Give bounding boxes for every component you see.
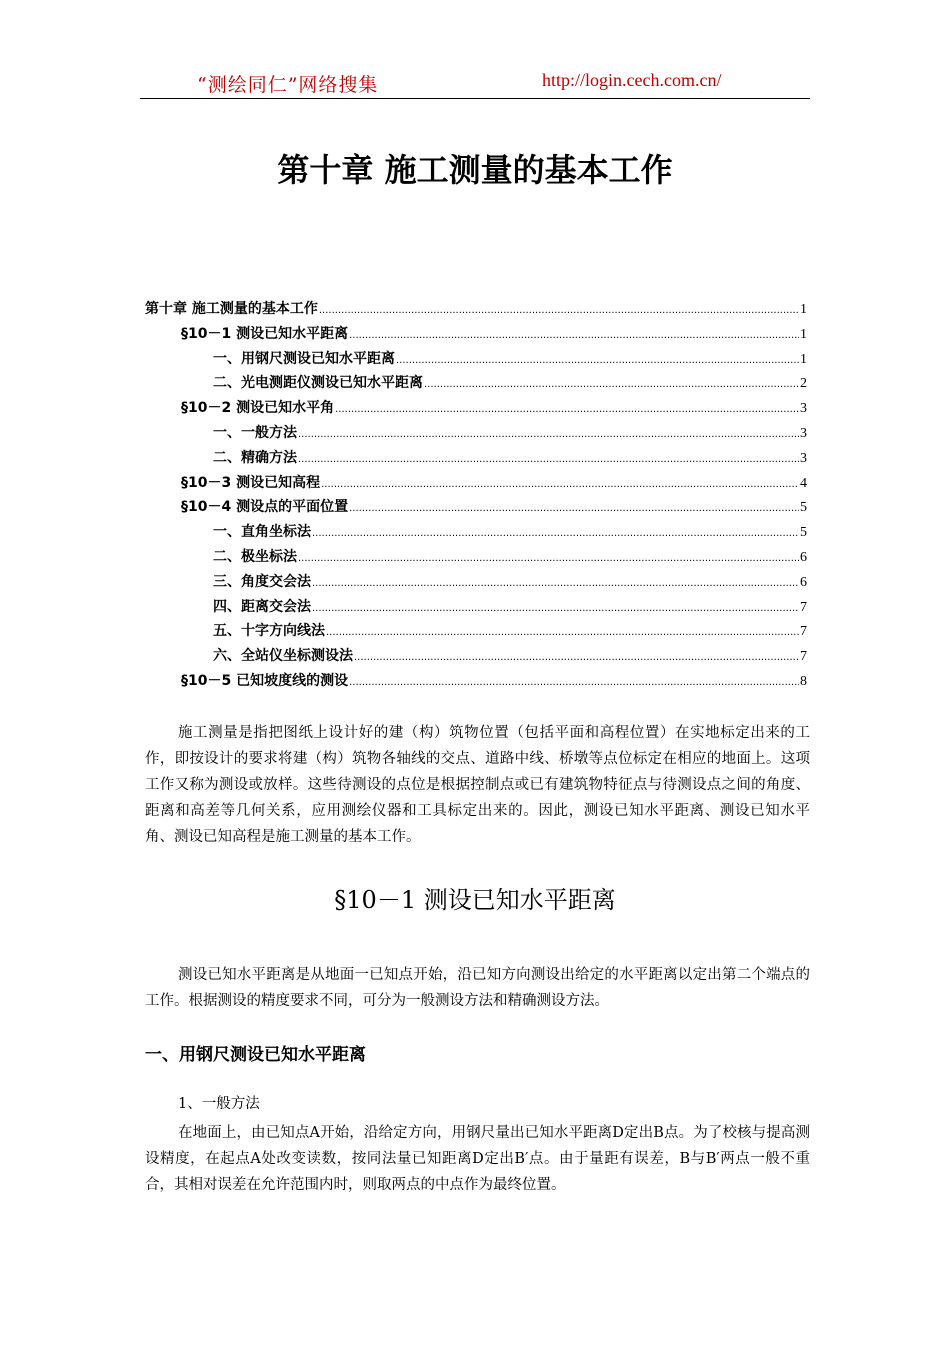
toc-leader-dots: [349, 503, 799, 514]
toc-entry[interactable]: [145, 323, 807, 348]
toc-entry-page: 7: [800, 599, 807, 615]
page-header: [140, 66, 810, 99]
toc-leader-dots: [312, 528, 799, 539]
chapter-title: 第十章 施工测量的基本工作: [277, 151, 673, 189]
toc-entry-title: 二、光电测距仪测设已知水平距离: [213, 375, 423, 392]
toc-entry[interactable]: [145, 620, 807, 645]
toc-entry-title: 一、一般方法: [213, 424, 297, 441]
toc-leader-dots: [349, 677, 799, 688]
toc-entry[interactable]: [145, 298, 807, 323]
toc-entry-title: 二、极坐标法: [213, 548, 297, 565]
toc-entry[interactable]: [145, 521, 807, 546]
table-of-contents: [145, 298, 807, 695]
toc-entry[interactable]: [145, 348, 807, 373]
header-url-text: http://login.cech.com.cn/: [542, 70, 722, 90]
toc-leader-dots: [298, 553, 799, 564]
toc-entry[interactable]: [145, 372, 807, 397]
toc-leader-dots: [312, 603, 799, 614]
toc-entry-title: 二、精确方法: [213, 449, 297, 466]
header-source-text: “测绘同仁”网络搜集: [197, 74, 379, 96]
intro-paragraph: 施工测量是指把图纸上设计好的建（构）筑物位置（包括平面和高程位置）在实地标定出来的工作，即按设计的要求将建（构）筑物各轴线的交点、道路中线、桥墩等点位标定在相应的地面上。这项工作又称为测设或放样。这些待测设的点位是根据控制点或已有建筑物特征点与待测设点之间的角度、距离和高差等几何关系，应用测绘仪器和工具标定出来的。因此，测设已知水平距离、测设已知水平角、测设已知高程是施工测量的基本工作。: [145, 725, 810, 845]
subsection-heading: 一、用钢尺测设已知水平距离: [145, 1045, 366, 1065]
toc-entry-page: 2: [800, 376, 807, 392]
toc-entry-title: 一、用钢尺测设已知水平距离: [213, 350, 395, 367]
toc-entry-page: 3: [800, 401, 807, 417]
toc-entry-title: §10－2 测设已知水平角: [181, 400, 335, 417]
toc-leader-dots: [424, 379, 799, 390]
section-heading: §10－1 测设已知水平距离: [334, 886, 616, 914]
toc-entry-page: 1: [800, 351, 807, 367]
toc-leader-dots: [335, 404, 799, 415]
toc-entry-page: 6: [800, 549, 807, 565]
method-paragraph: 在地面上，由已知点A开始，沿给定方向，用钢尺量出已知水平距离D定出B点。为了校核与提高测设精度，在起点A处改变读数，按同法量已知距离D定出B′点。由于量距有误差，B与B′两点一般不重合，其相对误差在允许范围内时，则取两点的中点作为最终位置。: [145, 1125, 810, 1193]
toc-leader-dots: [354, 652, 799, 663]
toc-entry-title: 一、直角坐标法: [213, 524, 311, 541]
toc-leader-dots: [298, 454, 799, 465]
toc-leader-dots: [319, 305, 799, 316]
toc-entry-page: 7: [800, 649, 807, 665]
toc-entry-page: 6: [800, 574, 807, 590]
item-label: 1、一般方法: [178, 1096, 260, 1112]
toc-entry-title: §10－3 测设已知高程: [181, 474, 321, 491]
toc-entry-page: 5: [800, 525, 807, 541]
toc-entry[interactable]: [145, 422, 807, 447]
toc-entry-page: 1: [800, 302, 807, 317]
toc-leader-dots: [312, 578, 799, 589]
toc-leader-dots: [321, 479, 799, 490]
toc-entry[interactable]: [145, 496, 807, 521]
toc-entry[interactable]: [145, 571, 807, 596]
toc-leader-dots: [298, 429, 799, 440]
toc-entry-title: §10－4 测设点的平面位置: [181, 499, 349, 516]
toc-entry-title: 三、角度交会法: [213, 573, 311, 590]
toc-entry-page: 7: [800, 624, 807, 640]
section-paragraph: 测设已知水平距离是从地面一已知点开始，沿已知方向测设出给定的水平距离以定出第二个端点的工作。根据测设的精度要求不同，可分为一般测设方法和精确测设方法。: [145, 967, 810, 1009]
toc-entry[interactable]: [145, 546, 807, 571]
toc-leader-dots: [349, 330, 799, 341]
toc-entry-title: 六、全站仪坐标测设法: [213, 648, 353, 665]
toc-entry[interactable]: [145, 397, 807, 422]
toc-entry-page: 3: [800, 450, 807, 466]
toc-entry[interactable]: [145, 447, 807, 472]
toc-entry-page: 1: [800, 326, 807, 342]
toc-entry[interactable]: [145, 645, 807, 670]
toc-entry-page: 5: [800, 500, 807, 516]
toc-entry-title: 四、距离交会法: [213, 598, 311, 615]
toc-entry[interactable]: [145, 472, 807, 497]
toc-leader-dots: [396, 355, 799, 366]
toc-leader-dots: [326, 627, 799, 638]
toc-entry-page: 3: [800, 425, 807, 441]
toc-entry-title: §10－5 已知坡度线的测设: [181, 672, 349, 689]
toc-entry-page: 4: [800, 475, 807, 491]
toc-entry[interactable]: [145, 670, 807, 695]
toc-entry-title: 第十章 施工测量的基本工作: [145, 301, 318, 317]
toc-entry-title: 五、十字方向线法: [213, 623, 325, 640]
toc-entry[interactable]: [145, 596, 807, 621]
toc-entry-title: §10－1 测设已知水平距离: [181, 325, 349, 342]
toc-entry-page: 8: [800, 673, 807, 689]
